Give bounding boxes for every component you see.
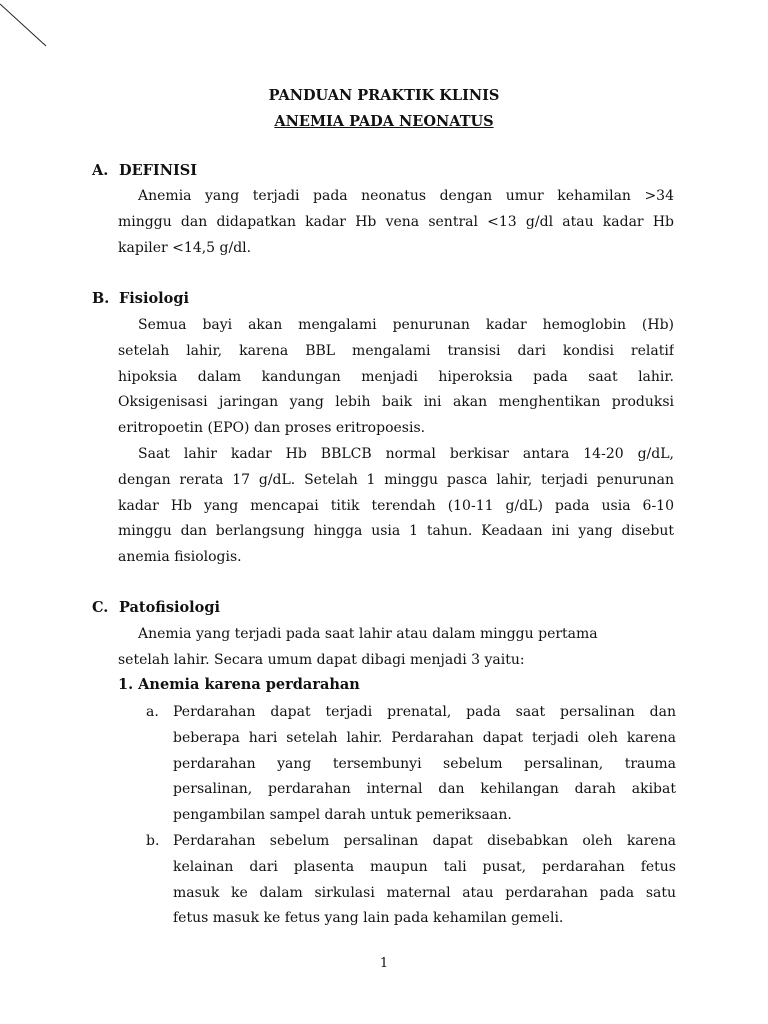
section-a-title: DEFINISI xyxy=(119,162,197,179)
text-line: Perdarahan dapat terjadi prenatal, pada saat persalinan dan xyxy=(173,704,676,720)
document-subtitle: ANEMIA PADA NEONATUS xyxy=(274,113,494,130)
section-a-number: A. xyxy=(92,162,109,179)
section-b-paragraph-2 xyxy=(118,442,674,571)
section-c-heading xyxy=(92,599,220,616)
page-number: 1 xyxy=(379,956,389,971)
section-b-heading xyxy=(92,290,189,307)
text-line: hipoksia dalam kandungan menjadi hiperoksia pada saat lahir. xyxy=(118,368,674,385)
text-line: Oksigenisasi jaringan yang lebih baik ini akan menghentikan produksi xyxy=(118,394,674,411)
text-line: setelah lahir, karena BBL mengalami transisi dari kondisi relatif xyxy=(118,342,674,359)
text-line: kadar Hb yang mencapai titik terendah (10-11 g/dL) pada usia 6-10 xyxy=(118,497,674,514)
text-line: dengan rerata 17 g/dL. Setelah 1 minggu pasca lahir, terjadi penurunan xyxy=(118,471,674,488)
subsection-1-heading: 1. Anemia karena perdarahan xyxy=(118,676,360,693)
text-line: kelainan dari plasenta maupun tali pusat, perdarahan fetus xyxy=(173,858,676,875)
text-line: masuk ke dalam sirkulasi maternal atau perdarahan pada satu xyxy=(173,884,676,901)
text-line: beberapa hari setelah lahir. Perdarahan dapat terjadi oleh karena xyxy=(173,729,676,746)
text-line: anemia fisiologis. xyxy=(118,549,242,566)
list-marker: a. xyxy=(146,704,159,720)
text-line: eritropoetin (EPO) dan proses eritropoesis. xyxy=(118,420,426,437)
section-c-number: C. xyxy=(92,599,109,616)
section-a-heading xyxy=(92,162,197,179)
text-line: persalinan, perdarahan internal dan kehilangan darah akibat xyxy=(173,781,676,798)
text-line: minggu dan berlangsung hingga usia 1 tahun. Keadaan ini yang disebut xyxy=(118,523,674,540)
text-line: Anemia yang terjadi pada saat lahir atau dalam minggu pertama xyxy=(138,626,598,642)
section-b-number: B. xyxy=(92,290,110,307)
section-b-title: Fisiologi xyxy=(119,290,189,307)
text-line: setelah lahir. Secara umum dapat dibagi menjadi 3 yaitu: xyxy=(118,651,525,668)
section-b-paragraph-1 xyxy=(118,313,674,442)
text-line: Semua bayi akan mengalami penurunan kadar hemoglobin (Hb) xyxy=(138,317,674,333)
list-item-body xyxy=(173,700,676,829)
list-item-body xyxy=(173,829,676,932)
text-line: perdarahan yang tersembunyi sebelum persalinan, trauma xyxy=(173,755,676,772)
section-c-title: Patofisiologi xyxy=(119,599,220,616)
text-line: fetus masuk ke fetus yang lain pada kehamilan gemeli. xyxy=(173,910,564,927)
list-marker: b. xyxy=(146,833,160,849)
text-line: Perdarahan sebelum persalinan dapat disebabkan oleh karena xyxy=(173,833,676,849)
text-line: kapiler <14,5 g/dl. xyxy=(118,239,252,256)
text-line: minggu dan didapatkan kadar Hb vena sentral <13 g/dl atau kadar Hb xyxy=(118,213,674,230)
text-line: Saat lahir kadar Hb BBLCB normal berkisar antara 14-20 g/dL, xyxy=(138,446,674,462)
section-a-paragraph xyxy=(118,184,674,261)
corner-fold-line xyxy=(0,0,60,60)
text-line: Anemia yang terjadi pada neonatus dengan umur kehamilan >34 xyxy=(138,188,674,204)
text-line: pengambilan sampel darah untuk pemeriksaan. xyxy=(173,807,512,824)
document-title: PANDUAN PRAKTIK KLINIS xyxy=(268,87,500,104)
section-c-intro xyxy=(118,622,658,674)
